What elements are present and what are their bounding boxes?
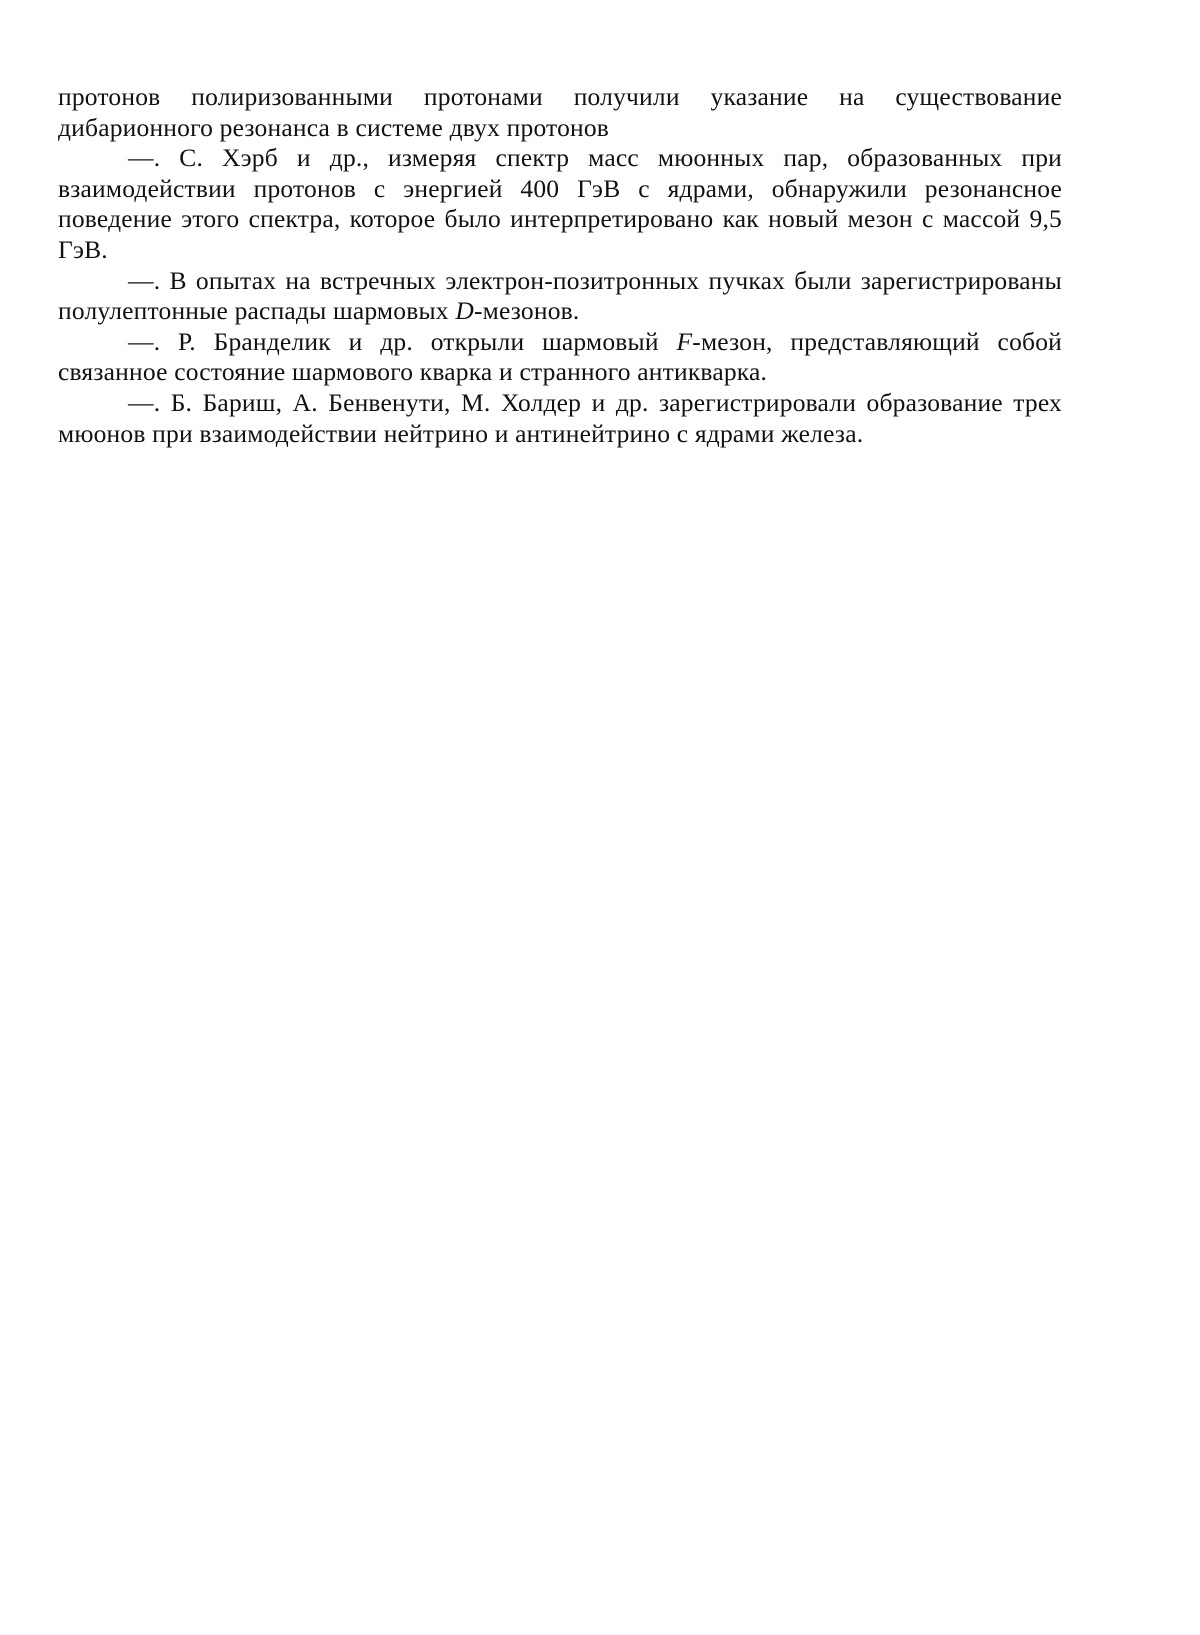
paragraph-text: протонов полиризованными протонами получили указание на существование дибарионного резонанса в системе двух протонов xyxy=(58,82,1062,142)
paragraph-text: —. С. Хэрб и др., измеряя спектр масс мюонных пар, образованных при взаимодействии протонов с энергией 400 ГэВ с ядрами, обнаружили резонансное поведение этого спектра, которое было интерпретировано как новый мезон с массой 9,5 ГэВ. xyxy=(58,143,1062,264)
document-body xyxy=(58,82,1062,449)
paragraph-text-after: -мезонов. xyxy=(473,296,580,326)
paragraph-text-before: —. В опытах на встречных электрон-позитронных пучках были зарегистрированы полулептонные распады шармовых xyxy=(58,265,1062,326)
paragraph-new-meson xyxy=(58,143,1062,265)
paragraph-d-meson-decays xyxy=(58,266,1062,327)
meson-symbol: F xyxy=(676,326,693,356)
paragraph-three-muons xyxy=(58,388,1062,449)
paragraph-dibaryon-resonance xyxy=(58,82,1062,143)
paragraph-text-before: —. Р. Бранделик и др. открыли шармовый xyxy=(128,326,677,356)
meson-symbol: D xyxy=(455,296,474,326)
paragraph-text: —. Б. Бариш, А. Бенвенути, М. Холдер и др. зарегистрировали образование трех мюонов при взаимодействии нейтрино и антинейтрино с ядрами железа. xyxy=(58,387,1062,448)
paragraph-text-after: -мезон, представляющий собой связанное состояние шармового кварка и странного антикварка. xyxy=(58,326,1062,387)
paragraph-f-meson xyxy=(58,327,1062,388)
